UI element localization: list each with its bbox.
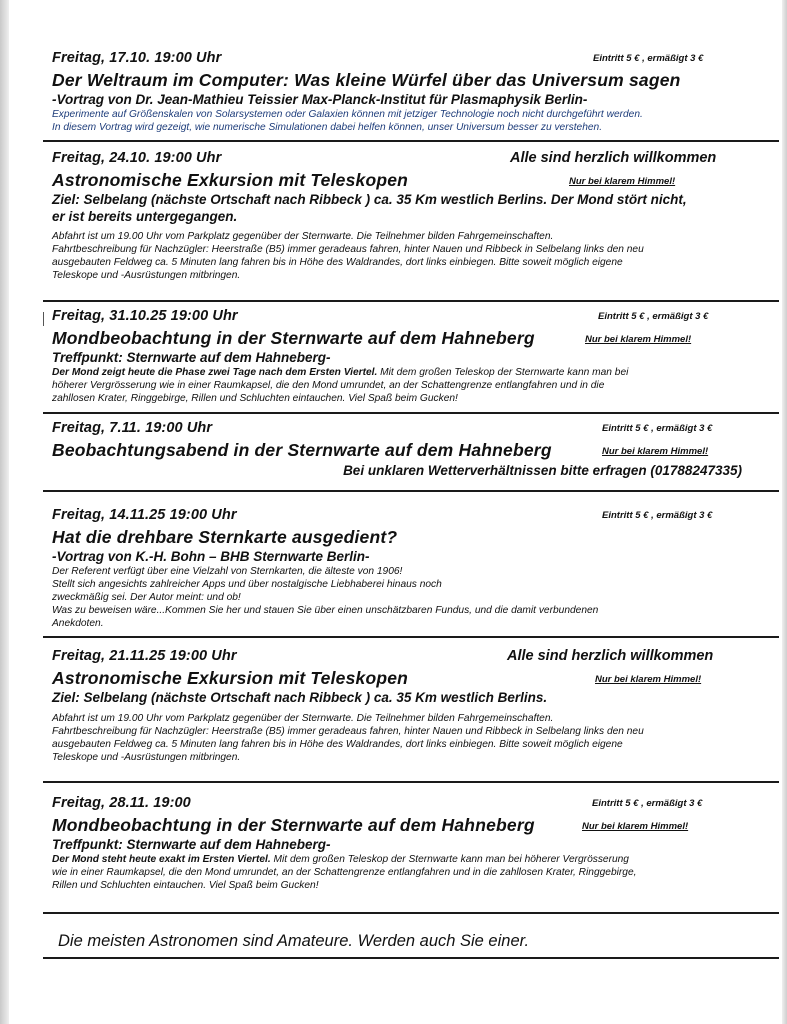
divider xyxy=(43,300,779,302)
event-date: Freitag, 7.11. 19:00 Uhr xyxy=(52,420,213,436)
event-description-line: Experimente auf Größenskalen von Solarsystemen oder Galaxien können mit jetziger Technologie noch nicht durchgeführt werden. xyxy=(52,109,643,120)
event-description-line: Abfahrt ist um 19.00 Uhr vom Parkplatz gegenüber der Sternwarte. Die Teilnehmer bilden Fahrgemeinschaften. xyxy=(52,231,554,242)
event-5 xyxy=(52,507,742,630)
event-description-line: In diesem Vortrag wird gezeigt, wie numerische Simulationen dabei helfen können, unser Universum besser zu verstehen. xyxy=(52,122,603,133)
event-title: Der Weltraum im Computer: Was kleine Würfel über das Universum sagen xyxy=(52,70,681,90)
divider xyxy=(43,140,779,142)
event-description-line: ausgebauten Feldweg ca. 5 Minuten lang fahren bis in Höhe des Waldrandes, dort links einbiegen. Bitte soweit möglich eigene xyxy=(52,739,623,750)
event-fee: Eintritt 5 € , ermäßigt 3 € xyxy=(598,311,709,322)
event-description-line: Stellt sich angesichts zahlreicher Apps und über nostalgische Liebhaberei hinaus noch xyxy=(52,579,442,590)
event-description-line: Teleskope und -Ausrüstungen mitbringen. xyxy=(52,752,241,763)
weather-contact-note: Bei unklaren Wetterverhältnissen bitte erfragen (01788247335) xyxy=(343,463,742,478)
event-description-line: höherer Vergrösserung wie in einer Raumkapsel, die den Mond umrundet, an der Schattengrenze entlangfahren und in die xyxy=(52,380,605,391)
event-description-line: Fahrtbeschreibung für Nachzügler: Heerstraße (B5) immer geradeaus fahren, hinter Nauen und Ribbeck in Selbelang links den neu xyxy=(52,726,644,737)
event-description-line: zahllosen Krater, Ringgebirge, Rillen und Schluchten eintauchen. Viel Spaß beim Gucken! xyxy=(52,393,458,404)
event-date: Freitag, 21.11.25 19:00 Uhr xyxy=(52,648,237,664)
clear-sky-note: Nur bei klarem Himmel! xyxy=(582,821,689,832)
event-7 xyxy=(52,795,742,892)
event-goal: er ist bereits untergegangen. xyxy=(52,209,238,224)
clear-sky-note: Nur bei klarem Himmel! xyxy=(595,674,702,685)
event-date: Freitag, 28.11. 19:00 xyxy=(52,795,191,811)
event-3 xyxy=(52,308,742,405)
event-4 xyxy=(52,420,742,478)
event-date: Freitag, 17.10. 19:00 Uhr xyxy=(52,50,222,66)
page-edge-right xyxy=(782,0,787,1024)
event-title: Beobachtungsabend in der Sternwarte auf dem Hahneberg xyxy=(52,440,552,460)
event-goal: Ziel: Selbelang (nächste Ortschaft nach Ribbeck ) ca. 35 Km westlich Berlins. Der Mond stört nicht, xyxy=(52,192,687,207)
event-description-line: Abfahrt ist um 19.00 Uhr vom Parkplatz gegenüber der Sternwarte. Die Teilnehmer bilden Fahrgemeinschaften. xyxy=(52,713,554,724)
event-description-line: Teleskope und -Ausrüstungen mitbringen. xyxy=(52,270,241,281)
event-date: Freitag, 31.10.25 19:00 Uhr xyxy=(52,308,238,324)
event-fee: Eintritt 5 € , ermäßigt 3 € xyxy=(602,510,713,521)
footer-slogan: Die meisten Astronomen sind Amateure. Werden auch Sie einer. xyxy=(58,932,530,950)
event-lead: Der Mond zeigt heute die Phase zwei Tage nach dem Ersten Viertel. xyxy=(52,367,378,378)
event-description-line: Fahrtbeschreibung für Nachzügler: Heerstraße (B5) immer geradeaus fahren, hinter Nauen und Ribbeck in Selbelang links den neu xyxy=(52,244,644,255)
event-description-line: ausgebauten Feldweg ca. 5 Minuten lang fahren bis in Höhe des Waldrandes, dort links einbiegen. Bitte soweit möglich eigene xyxy=(52,257,623,268)
text-cursor xyxy=(43,312,44,326)
event-speaker: -Vortrag von Dr. Jean-Mathieu Teissier Max-Planck-Institut für Plasmaphysik Berlin- xyxy=(52,92,588,107)
page-edge-left xyxy=(0,0,9,1024)
event-title: Mondbeobachtung in der Sternwarte auf dem Hahneberg xyxy=(52,815,535,835)
divider xyxy=(43,412,779,414)
event-description-line: Mit dem großen Teleskop der Sternwarte kann man bei höherer Vergrösserung xyxy=(270,854,629,865)
event-fee: Eintritt 5 € , ermäßigt 3 € xyxy=(592,798,703,809)
event-description-line: Mit dem großen Teleskop der Sternwarte kann man bei xyxy=(377,367,629,378)
event-date: Freitag, 14.11.25 19:00 Uhr xyxy=(52,507,237,523)
event-description-line: Anekdoten. xyxy=(52,618,104,629)
event-title: Astronomische Exkursion mit Teleskopen xyxy=(52,170,409,190)
event-description-line: Rillen und Schluchten eintauchen. Viel Spaß beim Gucken! xyxy=(52,880,319,891)
event-date: Freitag, 24.10. 19:00 Uhr xyxy=(52,150,222,166)
divider xyxy=(43,781,779,783)
event-title: Hat die drehbare Sternkarte ausgedient? xyxy=(52,527,398,547)
event-6 xyxy=(52,648,742,764)
event-fee: Eintritt 5 € , ermäßigt 3 € xyxy=(602,423,713,434)
event-description-line: wie in einer Raumkapsel, die den Mond umrundet, an der Schattengrenze entlangfahren und in die zahllosen Krater, Ringgebirge, xyxy=(52,867,637,878)
event-description-line: Der Referent verfügt über eine Vielzahl von Sternkarten, die älteste von 1906! xyxy=(52,566,403,577)
event-welcome: Alle sind herzlich willkommen xyxy=(507,648,714,664)
event-description-line: zweckmäßig sei. Der Autor meint: und ob! xyxy=(52,592,241,603)
divider xyxy=(43,636,779,638)
event-title: Mondbeobachtung in der Sternwarte auf dem Hahneberg xyxy=(52,328,535,348)
event-goal: Ziel: Selbelang (nächste Ortschaft nach Ribbeck ) ca. 35 Km westlich Berlins. xyxy=(52,690,548,705)
divider xyxy=(43,912,779,914)
divider xyxy=(43,957,779,959)
event-welcome: Alle sind herzlich willkommen xyxy=(510,150,717,166)
clear-sky-note: Nur bei klarem Himmel! xyxy=(602,446,709,457)
clear-sky-note: Nur bei klarem Himmel! xyxy=(569,176,676,187)
divider xyxy=(43,490,779,492)
event-fee: Eintritt 5 € , ermäßigt 3 € xyxy=(593,53,704,64)
event-meeting-point: Treffpunkt: Sternwarte auf dem Hahneberg- xyxy=(52,350,331,365)
event-2 xyxy=(52,150,742,282)
event-speaker: -Vortrag von K.-H. Bohn – BHB Sternwarte Berlin- xyxy=(52,549,370,564)
event-lead: Der Mond steht heute exakt im Ersten Viertel. xyxy=(52,854,271,865)
event-description-line: Was zu beweisen wäre...Kommen Sie her und stauen Sie über einen unschätzbaren Fundus, und die damit verbundenen xyxy=(52,605,599,616)
event-title: Astronomische Exkursion mit Teleskopen xyxy=(52,668,409,688)
clear-sky-note: Nur bei klarem Himmel! xyxy=(585,334,692,345)
event-1 xyxy=(52,50,742,134)
event-meeting-point: Treffpunkt: Sternwarte auf dem Hahneberg- xyxy=(52,837,331,852)
